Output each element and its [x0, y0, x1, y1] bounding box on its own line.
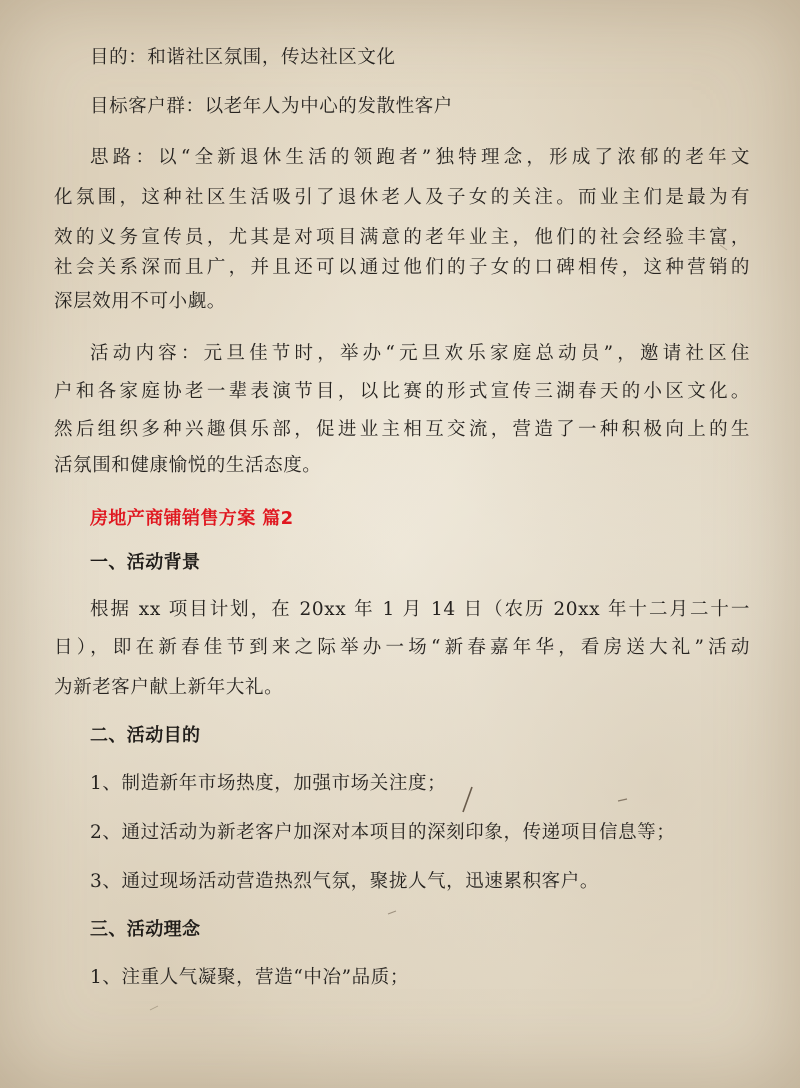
goal-heading: 二、活动目的 — [90, 725, 201, 746]
background-line: 为新老客户献上新年大礼。 — [54, 677, 284, 698]
background-line: 根据 xx 项目计划，在 20xx 年 1 月 14 日（农历 20xx 年十二月二十一 — [90, 599, 750, 620]
idea-line: 化氛围，这种社区生活吸引了退休老人及子女的关注。而业主们是最为有 — [54, 187, 750, 208]
concept-item: 1、注重人气凝聚，营造“中冶”品质； — [90, 967, 409, 988]
content-line: 户和各家庭协老一辈表演节目，以比赛的形式宣传三湖春天的小区文化。 — [54, 381, 750, 402]
section-title: 房地产商铺销售方案 篇2 — [90, 508, 294, 529]
idea-line: 思路：以“全新退休生活的领跑者”独特理念，形成了浓郁的老年文 — [90, 147, 750, 168]
paper-fiber-mark — [388, 911, 396, 914]
concept-heading: 三、活动理念 — [90, 919, 201, 940]
background-heading: 一、活动背景 — [90, 552, 201, 573]
paper-fiber-mark — [463, 787, 472, 812]
purpose-line: 目的：和谐社区氛围，传达社区文化 — [90, 47, 396, 68]
target-customers-line: 目标客户群：以老年人为中心的发散性客户 — [90, 96, 453, 117]
content-line: 活动内容：元旦佳节时，举办“元旦欢乐家庭总动员”，邀请社区住 — [90, 343, 750, 364]
background-line: 日），即在新春佳节到来之际举办一场“新春嘉年华，看房送大礼”活动 — [54, 637, 750, 658]
idea-line: 社会关系深而且广，并且还可以通过他们的子女的口碑相传，这种营销的 — [54, 257, 750, 278]
content-line: 然后组织多种兴趣俱乐部，促进业主相互交流，营造了一种积极向上的生 — [54, 419, 750, 440]
content-line: 活氛围和健康愉悦的生活态度。 — [54, 455, 322, 476]
idea-line: 效的义务宣传员，尤其是对项目满意的老年业主，他们的社会经验丰富， — [54, 227, 750, 248]
paper-fiber-mark — [150, 1006, 158, 1010]
paper-fiber-mark — [618, 799, 627, 801]
goal-item: 2、通过活动为新老客户加深对本项目的深刻印象，传递项目信息等； — [90, 822, 676, 843]
goal-item: 3、通过现场活动营造热烈气氛，聚拢人气，迅速累积客户。 — [90, 871, 599, 892]
idea-line: 深层效用不可小觑。 — [54, 291, 226, 312]
goal-item: 1、制造新年市场热度，加强市场关注度； — [90, 773, 447, 794]
